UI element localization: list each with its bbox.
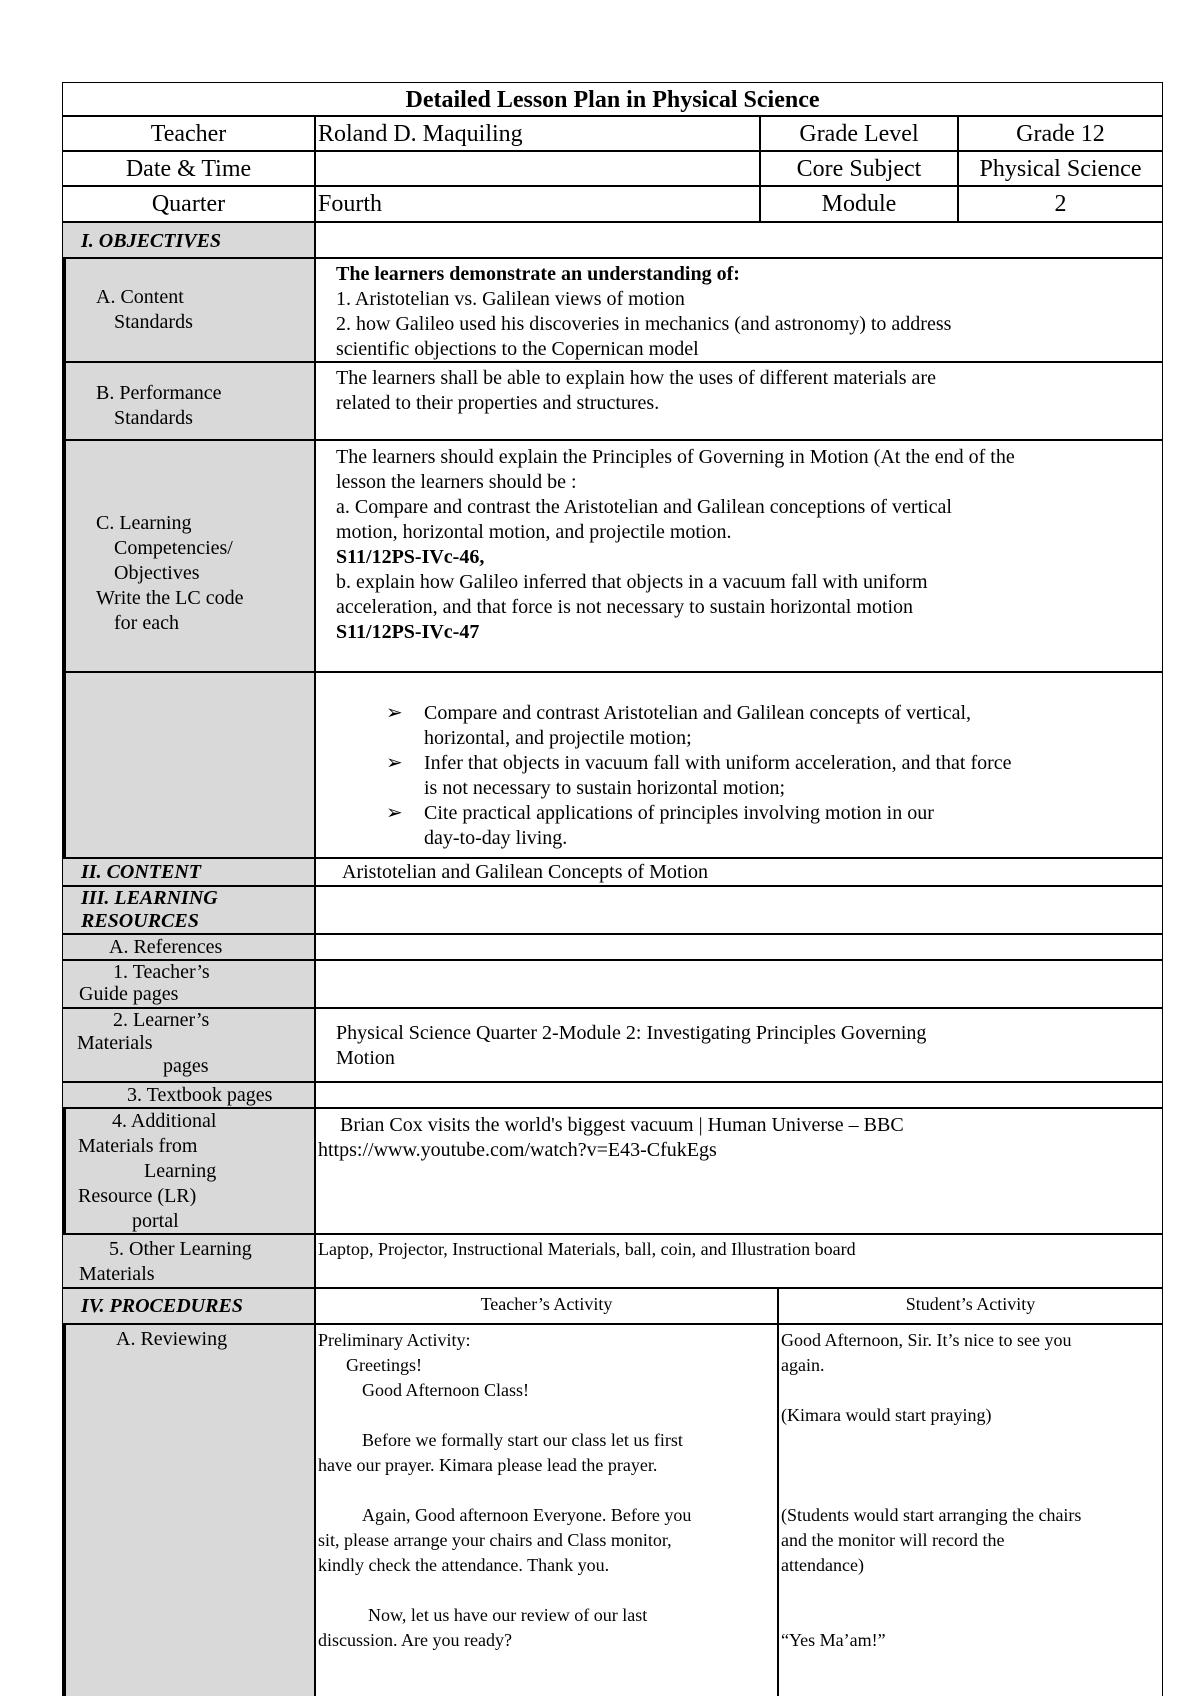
student-line: (Students would start arranging the chairs xyxy=(781,1505,1082,1525)
video-link[interactable]: https://www.youtube.com/watch?v=E43-CfukEgs xyxy=(318,1139,717,1161)
teacher-line: Again, Good afternoon Everyone. Before you xyxy=(362,1505,692,1525)
student-line: “Yes Ma’am!” xyxy=(781,1630,886,1650)
reviewing-label: A. Reviewing xyxy=(62,1324,315,1696)
module-value: 2 xyxy=(958,186,1163,222)
learning-resources-heading-line: III. LEARNING xyxy=(81,887,218,909)
bullet-item xyxy=(386,701,1142,751)
teacher-line: Good Afternoon Class! xyxy=(362,1380,529,1400)
bullet-line: Compare and contrast Aristotelian and Galilean concepts of vertical, xyxy=(424,702,972,724)
content-standards-line: 1. Aristotelian vs. Galilean views of motion xyxy=(336,288,685,310)
additional-materials-label-line: 4. Additional xyxy=(112,1110,217,1132)
learning-competencies-label-line: Competencies/ xyxy=(114,537,233,559)
textbook-pages-label: 3. Textbook pages xyxy=(62,1082,315,1108)
learning-resources-heading xyxy=(62,886,315,934)
student-line: again. xyxy=(781,1355,825,1375)
student-line xyxy=(781,1579,1160,1604)
grade-level-value: Grade 12 xyxy=(958,116,1163,151)
teacher-line: discussion. Are you ready? xyxy=(318,1630,512,1650)
competency-line: b. explain how Galileo inferred that objects in a vacuum fall with uniform xyxy=(336,571,928,593)
objectives-heading-value xyxy=(315,222,1163,258)
performance-standards-label xyxy=(62,362,315,440)
content-standards-value xyxy=(315,258,1163,362)
teacher-line: kindly check the attendance. Thank you. xyxy=(318,1555,610,1575)
teacher-label: Teacher xyxy=(62,116,315,151)
student-line xyxy=(781,1604,1160,1629)
learners-materials-label-line: 2. Learner’s xyxy=(113,1009,210,1031)
bullet-line: horizontal, and projectile motion; xyxy=(424,727,692,749)
additional-materials-label-line: Resource (LR) xyxy=(78,1185,197,1207)
student-line xyxy=(781,1379,1160,1404)
performance-standards-label-line: B. Performance xyxy=(96,382,222,404)
teacher-line: Greetings! xyxy=(346,1355,422,1375)
learning-competencies-label-line: C. Learning xyxy=(96,512,192,534)
additional-materials-label-line: portal xyxy=(132,1210,179,1232)
additional-materials-label xyxy=(62,1108,315,1234)
student-line: attendance) xyxy=(781,1555,864,1575)
competency-line: The learners should explain the Principles of Governing in Motion (At the end of the xyxy=(336,446,1015,468)
arrow-bullet-icon: ➢ xyxy=(386,752,403,774)
bullet-line: day-to-day living. xyxy=(424,827,568,849)
learning-competencies-label xyxy=(62,440,315,672)
student-line xyxy=(781,1429,1160,1454)
lc-code: S11/12PS-IVc-47 xyxy=(336,621,480,643)
learning-resources-value xyxy=(315,886,1163,934)
student-activity-header: Student’s Activity xyxy=(778,1288,1163,1324)
learners-materials-label xyxy=(62,1008,315,1082)
document-title: Detailed Lesson Plan in Physical Science xyxy=(62,82,1163,116)
bullet-item xyxy=(386,751,1142,801)
student-line xyxy=(781,1454,1160,1479)
teacher-value: Roland D. Maquiling xyxy=(315,116,760,151)
bullet-line: Infer that objects in vacuum fall with uniform acceleration, and that force xyxy=(424,752,1012,774)
teachers-guide-label-line: 1. Teacher’s xyxy=(113,961,210,983)
teacher-line: have our prayer. Kimara please lead the prayer. xyxy=(318,1455,658,1475)
teacher-line: Preliminary Activity: xyxy=(318,1330,471,1350)
other-materials-label-line: 5. Other Learning xyxy=(109,1238,252,1260)
teacher-activity-cell xyxy=(315,1324,778,1696)
content-standards-line: scientific objections to the Copernican model xyxy=(336,338,699,360)
content-standards-label-line: Standards xyxy=(114,311,193,333)
teacher-line xyxy=(318,1479,775,1504)
procedures-heading: IV. PROCEDURES xyxy=(62,1288,315,1324)
objectives-bullets-label xyxy=(62,672,315,858)
additional-materials-label-line: Learning xyxy=(144,1160,217,1182)
performance-standards-line: The learners shall be able to explain how the uses of different materials are xyxy=(336,367,936,389)
textbook-pages-value xyxy=(315,1082,1163,1108)
additional-materials-value xyxy=(315,1108,1163,1234)
learning-competencies-value xyxy=(315,440,1163,672)
additional-materials-label-line: Materials from xyxy=(78,1135,198,1157)
additional-materials-line: Brian Cox visits the world's biggest vacuum | Human Universe – BBC xyxy=(340,1114,904,1136)
learning-resources-heading-line: RESOURCES xyxy=(81,910,199,932)
bullet-line: is not necessary to sustain horizontal motion; xyxy=(424,777,786,799)
grade-level-label: Grade Level xyxy=(760,116,958,151)
references-label: A. References xyxy=(62,934,315,960)
date-time-value xyxy=(315,151,760,186)
learning-competencies-label-line: Write the LC code xyxy=(96,587,244,609)
quarter-label: Quarter xyxy=(62,186,315,222)
core-subject-label: Core Subject xyxy=(760,151,958,186)
arrow-bullet-icon: ➢ xyxy=(386,802,403,824)
date-time-label: Date & Time xyxy=(62,151,315,186)
bullet-item xyxy=(386,801,1142,851)
learning-competencies-label-line: for each xyxy=(114,612,179,634)
learners-materials-line: Physical Science Quarter 2-Module 2: Investigating Principles Governing xyxy=(336,1022,927,1044)
teacher-activity-header: Teacher’s Activity xyxy=(315,1288,778,1324)
references-value xyxy=(315,934,1163,960)
quarter-value: Fourth xyxy=(315,186,760,222)
teachers-guide-label xyxy=(62,960,315,1008)
competency-line: motion, horizontal motion, and projectile motion. xyxy=(336,521,732,543)
lc-code: S11/12PS-IVc-46, xyxy=(336,546,485,568)
student-line: and the monitor will record the xyxy=(781,1530,1005,1550)
content-standards-label xyxy=(62,258,315,362)
other-materials-label xyxy=(62,1234,315,1288)
student-line xyxy=(781,1479,1160,1504)
module-label: Module xyxy=(760,186,958,222)
performance-standards-line: related to their properties and structures. xyxy=(336,392,660,414)
content-standards-line: 2. how Galileo used his discoveries in mechanics (and astronomy) to address xyxy=(336,313,952,335)
competency-line: acceleration, and that force is not necessary to sustain horizontal motion xyxy=(336,596,914,618)
learning-competencies-label-line: Objectives xyxy=(114,562,200,584)
learners-materials-label-line: pages xyxy=(163,1055,209,1077)
core-subject-value: Physical Science xyxy=(958,151,1163,186)
content-standards-label-line: A. Content xyxy=(96,286,184,308)
teachers-guide-value xyxy=(315,960,1163,1008)
other-materials-value: Laptop, Projector, Instructional Materials, ball, coin, and Illustration board xyxy=(315,1234,1163,1288)
content-value: Aristotelian and Galilean Concepts of Motion xyxy=(315,858,1163,886)
learners-materials-line: Motion xyxy=(336,1047,395,1069)
teachers-guide-label-line: Guide pages xyxy=(79,983,179,1005)
student-activity-cell xyxy=(778,1324,1163,1696)
learners-materials-label-line: Materials xyxy=(77,1032,153,1054)
teacher-line xyxy=(318,1579,775,1604)
teacher-line: Now, let us have our review of our last xyxy=(368,1605,648,1625)
content-standards-line: The learners demonstrate an understanding of: xyxy=(336,263,740,285)
competency-line: lesson the learners should be : xyxy=(336,471,577,493)
student-line: Good Afternoon, Sir. It’s nice to see you xyxy=(781,1330,1072,1350)
teacher-line xyxy=(318,1404,775,1429)
arrow-bullet-icon: ➢ xyxy=(386,702,403,724)
performance-standards-value xyxy=(315,362,1163,440)
competency-line: a. Compare and contrast the Aristotelian and Galilean conceptions of vertical xyxy=(336,496,952,518)
bullet-line: Cite practical applications of principles involving motion in our xyxy=(424,802,934,824)
teacher-line: sit, please arrange your chairs and Class monitor, xyxy=(318,1530,672,1550)
student-line: (Kimara would start praying) xyxy=(781,1405,992,1425)
objectives-bullets xyxy=(315,672,1163,858)
other-materials-label-line: Materials xyxy=(79,1263,155,1285)
learners-materials-value xyxy=(315,1008,1163,1082)
performance-standards-label-line: Standards xyxy=(114,407,193,429)
content-heading: II. CONTENT xyxy=(62,858,315,886)
objectives-heading: I. OBJECTIVES xyxy=(62,222,315,258)
teacher-line: Before we formally start our class let us first xyxy=(362,1430,683,1450)
